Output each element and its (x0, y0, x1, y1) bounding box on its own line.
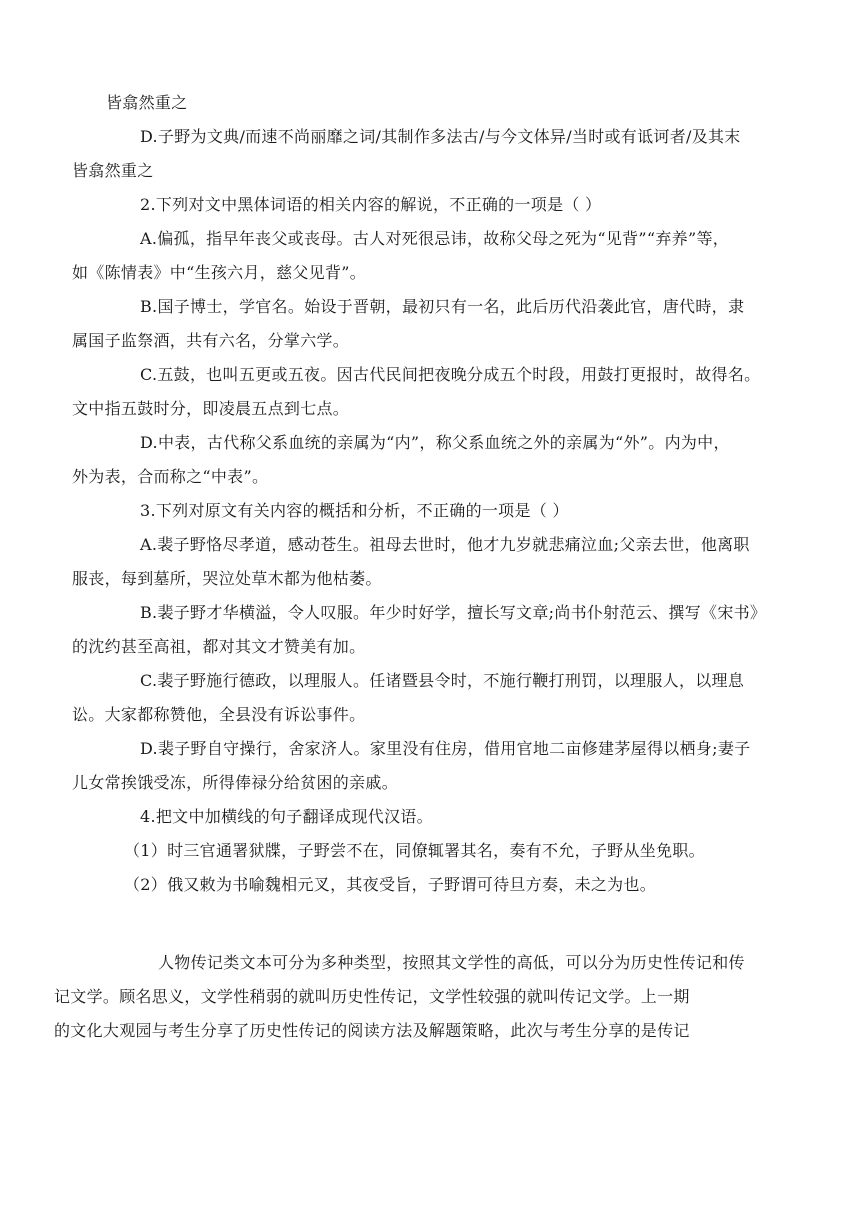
text-line: 文中指五鼓时分，即凌晨五点到七点。 (72, 399, 350, 418)
text-line: 儿女常挨饿受冻，所得俸禄分给贫困的亲戚。 (72, 773, 399, 792)
q2-option-c (72, 358, 761, 426)
text-line: D.子野为文典/而速不尚丽靡之词/其制作多法古/与今文体异/当时或有诋诃者/及其末 (140, 127, 741, 146)
text-line: 服丧，每到墓所，哭泣处草木都为他枯萎。 (72, 569, 382, 588)
text-line: A.偏孤，指早年丧父或丧母。古人对死很忌讳，故称父母之死为“见背”“弃养”等， (140, 229, 730, 248)
text-line: 的文化大观园与考生分享了历史性传记的阅读方法及解题策略，此次与考生分享的是传记 (54, 1021, 690, 1040)
q4-item-1 (106, 834, 758, 868)
q1-option-d (72, 120, 758, 188)
text-line: C.五鼓，也叫五更或五夜。因古代民间把夜晚分成五个时段，用鼓打更报时，故得名。 (140, 365, 761, 384)
text-line: 皆翕然重之 (106, 93, 188, 112)
q2-stem (106, 188, 758, 222)
text-line: B.国子博士，学官名。始设于晋朝，最初只有一名，此后历代沿袭此官，唐代時，隶 (140, 297, 745, 316)
text-line: A.裴子野恪尽孝道，感动苍生。祖母去世时，他才九岁就悲痛泣血;父亲去世，他离职 (140, 535, 750, 554)
q4-item-2 (106, 868, 758, 902)
text-line: 外为表，合而称之“中表”。 (72, 467, 269, 486)
q2-option-b (72, 290, 758, 358)
document-body (54, 86, 767, 1048)
section-spacer (106, 902, 758, 946)
text-line: 人物传记类文本可分为多种类型，按照其文学性的高低，可以分为历史性传记和传 (158, 953, 745, 972)
q1-option-c-tail (106, 86, 758, 120)
text-line: 如《陈情表》中“生孩六月，慈父见背”。 (72, 263, 367, 282)
text-line: 的沈约甚至高祖，都对其文才赞美有加。 (72, 637, 366, 656)
text-line: 属国子监祭酒，共有六名，分掌六学。 (72, 331, 350, 350)
text-line: （2）俄又敕为书喻魏相元叉，其夜受旨，子野谓可待旦方奏，未之为也。 (124, 875, 657, 894)
text-line: 4.把文中加横线的句子翻译成现代汉语。 (140, 807, 433, 826)
text-line: B.裴子野才华横溢，令人叹服。年少时好学，擅长写文章;尚书仆射范云、撰写《宋书》 (140, 603, 767, 622)
q4-stem (106, 800, 758, 834)
q3-option-b (72, 596, 767, 664)
q2-option-a (72, 222, 758, 290)
text-line: 皆翕然重之 (72, 161, 154, 180)
text-line: 讼。大家都称赞他，全县没有诉讼事件。 (72, 705, 366, 724)
q3-stem (106, 494, 758, 528)
text-line: D.中表，古代称父系血统的亲属为“内”，称父系血统之外的亲属为“外”。内为中， (140, 433, 730, 452)
q3-option-d (72, 732, 758, 800)
intro-paragraph (54, 946, 758, 1048)
text-line: 2.下列对文中黑体词语的相关内容的解说，不正确的一项是（ ） (140, 195, 602, 214)
text-line: D.裴子野自守操行，舍家济人。家里没有住房，借用官地二亩修建茅屋得以栖身;妻子 (140, 739, 751, 758)
q3-option-a (72, 528, 758, 596)
text-line: 记文学。顾名思义，文学性稍弱的就叫历史性传记，文学性较强的就叫传记文学。上一期 (54, 987, 690, 1006)
text-line: 3.下列对原文有关内容的概括和分析，不正确的一项是（ ） (140, 501, 569, 520)
q3-option-c (72, 664, 758, 732)
q2-option-d (72, 426, 758, 494)
text-line: C.裴子野施行德政，以理服人。任诸暨县令时，不施行鞭打刑罚，以理服人，以理息 (140, 671, 745, 690)
text-line: （1）时三官通署狱牒，子野尝不在，同僚辄署其名，奏有不允，子野从坐免职。 (124, 841, 705, 860)
